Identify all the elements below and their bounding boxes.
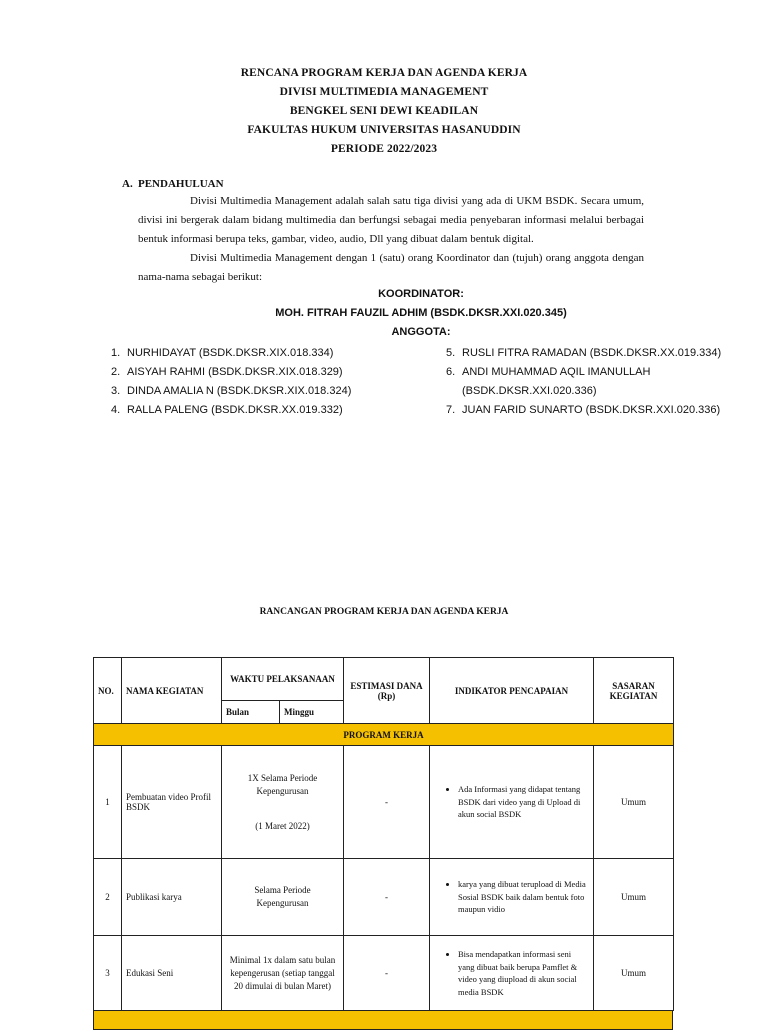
section-heading xyxy=(122,178,224,190)
header-no: NO. xyxy=(94,658,122,724)
waktu-text: 1X Selama Periode Kepengurusan xyxy=(247,772,318,796)
header-waktu: WAKTU PELAKSANAAN xyxy=(222,658,344,701)
table-row xyxy=(94,936,674,1011)
table-title: RANCANGAN PROGRAM KERJA DAN AGENDA KERJA xyxy=(259,607,509,617)
member-item xyxy=(446,344,721,363)
title-line: DIVISI MULTIMEDIA MANAGEMENT xyxy=(279,86,489,98)
paragraph-text: Divisi Multimedia Management adalah salah satu tiga divisi yang ada di UKM BSDK. Secara umum, divisi ini bergerak dalam bidang multimedia dan berfungsi sebagai media penyebaran informasi melalui berbagai bentuk informasi berupa teks, gambar, video, audio, Dll yang dibuat dalam bentuk digital. xyxy=(138,195,644,245)
member-name: DINDA AMALIA N (BSDK.DKSR.XIX.018.324) xyxy=(127,385,352,397)
row-indikator xyxy=(430,859,594,936)
member-item-continued xyxy=(446,382,721,401)
header-nama: NAMA KEGIATAN xyxy=(122,658,222,724)
row-no: 2 xyxy=(94,859,122,936)
title-line: BENGKEL SENI DEWI KEADILAN xyxy=(289,105,479,117)
member-item xyxy=(111,363,351,382)
document-title xyxy=(0,64,768,159)
row-sasaran: Umum xyxy=(594,859,674,936)
row-no: 1 xyxy=(94,746,122,859)
row-sasaran: Umum xyxy=(594,936,674,1011)
waktu-date: (1 Maret 2022) xyxy=(255,820,310,831)
members-label: ANGGOTA: xyxy=(391,326,451,338)
member-number: 2. xyxy=(111,366,121,378)
coordinator-name: MOH. FITRAH FAUZIL ADHIM (BSDK.DKSR.XXI.020.345) xyxy=(275,307,567,319)
title-line: PERIODE 2022/2023 xyxy=(330,143,438,155)
member-number: 6. xyxy=(446,366,456,378)
member-name: ANDI MUHAMMAD AQIL IMANULLAH xyxy=(462,366,651,378)
header-sasaran: SASARAN KEGIATAN xyxy=(594,658,674,724)
intro-paragraph xyxy=(138,192,644,249)
title-line: FAKULTAS HUKUM UNIVERSITAS HASANUDDIN xyxy=(247,124,521,136)
waktu-text: Selama Periode Kepengurusan xyxy=(254,885,311,908)
program-table xyxy=(93,657,674,1011)
header-estimasi: ESTIMASI DANA (Rp) xyxy=(344,658,430,724)
member-number: 3. xyxy=(111,385,121,397)
members-list-left xyxy=(111,344,351,420)
coordinator-label: KOORDINATOR: xyxy=(378,288,464,300)
members-list-right xyxy=(446,344,721,420)
title-line: RENCANA PROGRAM KERJA DAN AGENDA KERJA xyxy=(240,67,528,79)
table-header-row xyxy=(94,658,674,701)
member-name: AISYAH RAHMI (BSDK.DKSR.XIX.018.329) xyxy=(127,366,343,378)
section-band: PROGRAM KERJA xyxy=(94,724,674,746)
member-number: 1. xyxy=(111,347,121,359)
row-nama: Pembuatan video Profil BSDK xyxy=(122,746,222,859)
member-number: 4. xyxy=(111,404,121,416)
next-section-band xyxy=(93,1010,673,1030)
paragraph-text: Divisi Multimedia Management dengan 1 (satu) orang Koordinator dan (tujuh) orang anggota dengan nama-nama sebagai berikut: xyxy=(138,252,644,283)
table-row xyxy=(94,859,674,936)
row-nama: Publikasi karya xyxy=(122,859,222,936)
row-waktu xyxy=(222,859,344,936)
member-name: (BSDK.DKSR.XXI.020.336) xyxy=(462,385,597,397)
row-estimasi: - xyxy=(344,859,430,936)
indikator-item: • Bisa mendapatkan informasi seni yang dibuat baik berupa Pamflet & video yang diupload di akun social media BSDK xyxy=(458,948,589,998)
row-nama: Edukasi Seni xyxy=(122,936,222,1011)
row-waktu xyxy=(222,936,344,1011)
section-title: PENDAHULUAN xyxy=(138,178,224,190)
member-name: NURHIDAYAT (BSDK.DKSR.XIX.018.334) xyxy=(127,347,334,359)
row-no: 3 xyxy=(94,936,122,1011)
row-waktu xyxy=(222,746,344,859)
member-item xyxy=(111,382,351,401)
member-item xyxy=(111,401,351,420)
member-name: RALLA PALENG (BSDK.DKSR.XX.019.332) xyxy=(127,404,343,416)
header-minggu: Minggu xyxy=(280,701,344,724)
members-intro-paragraph xyxy=(138,249,644,287)
row-indikator xyxy=(430,936,594,1011)
member-name: RUSLI FITRA RAMADAN (BSDK.DKSR.XX.019.334) xyxy=(462,347,722,359)
member-item xyxy=(446,401,721,420)
row-indikator xyxy=(430,746,594,859)
header-indikator: INDIKATOR PENCAPAIAN xyxy=(430,658,594,724)
row-estimasi: - xyxy=(344,746,430,859)
row-sasaran: Umum xyxy=(594,746,674,859)
indikator-item: • karya yang dibuat terupload di Media Sosial BSDK baik dalam bentuk foto maupun vidio xyxy=(458,878,589,916)
member-name: JUAN FARID SUNARTO (BSDK.DKSR.XXI.020.336) xyxy=(462,404,721,416)
member-item xyxy=(446,363,721,382)
member-number: 5. xyxy=(446,347,456,359)
header-bulan: Bulan xyxy=(222,701,280,724)
indikator-item: • Ada Informasi yang didapat tentang BSDK dari video yang di Upload di akun social BSDK xyxy=(458,783,589,821)
waktu-text: Minimal 1x dalam satu bulan kepengerusan (setiap tanggal 20 dimulai di bulan Maret) xyxy=(229,954,336,991)
table-row xyxy=(94,746,674,859)
row-estimasi: - xyxy=(344,936,430,1011)
section-band-row xyxy=(94,724,674,746)
member-number: 7. xyxy=(446,404,456,416)
member-item xyxy=(111,344,351,363)
section-number: A. xyxy=(122,178,133,190)
